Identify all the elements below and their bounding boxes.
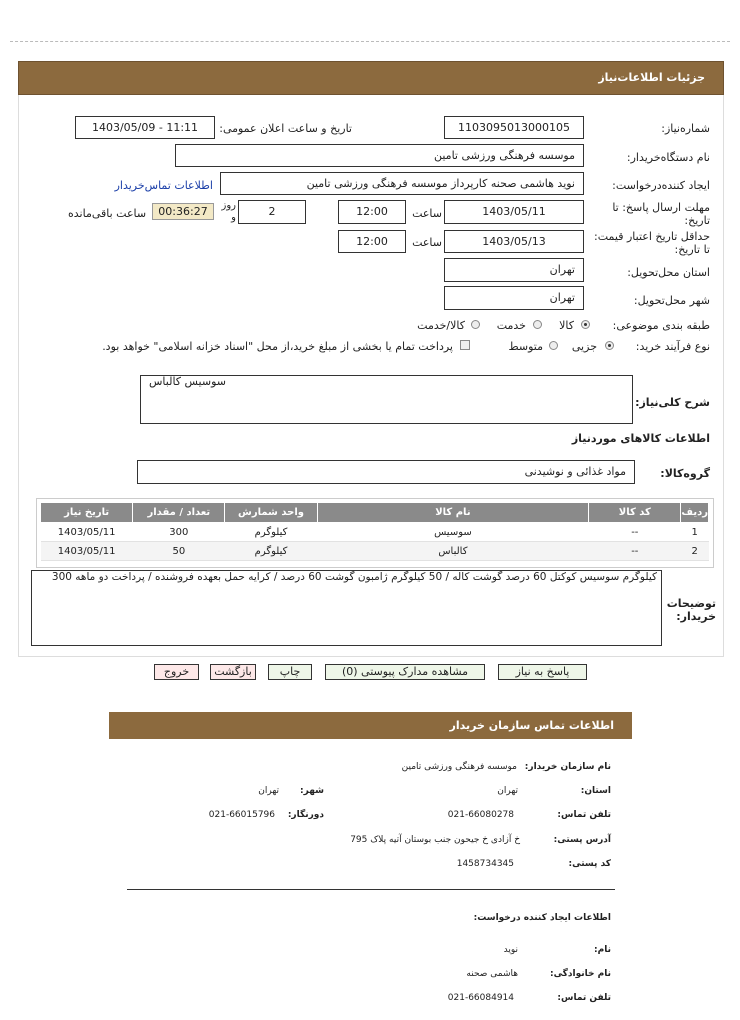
cell-qty: 300 <box>133 523 225 542</box>
contact-address-value: خ آزادی خ جیحون جنب بوستان آتیه پلاک 795 <box>350 835 520 845</box>
col-qty: تعداد / مقدار <box>133 503 225 523</box>
creator-field: نوید هاشمی صحنه کارپرداز موسسه فرهنگی ورزشی تامین <box>220 172 584 195</box>
need-number-label: شماره‌نیاز: <box>661 122 710 135</box>
announce-label: تاریخ و ساعت اعلان عمومی: <box>219 122 352 135</box>
announce-field: 1403/05/09 - 11:11 <box>75 116 215 139</box>
cell-row: 1 <box>681 523 709 542</box>
goods-info-title: اطلاعات کالاهای موردنیاز <box>571 432 710 445</box>
city-label: شهر محل‌تحویل: <box>633 294 710 307</box>
creator-info-title: اطلاعات ایجاد کننده درخواست: <box>473 913 611 923</box>
contact-province-label: استان: <box>580 786 611 796</box>
treasury-payment-note: پرداخت تمام یا بخشی از مبلغ خرید،از محل "اسناد خزانه اسلامی" خواهد بود. <box>102 340 453 353</box>
creator-family-value: هاشمی صحنه <box>466 969 518 979</box>
cell-qty: 50 <box>133 542 225 561</box>
process-minor-text: جزیی <box>571 340 597 353</box>
reply-days-field: 2 <box>238 200 306 224</box>
reply-time-field: 12:00 <box>338 200 406 224</box>
contact-fax-label: دورنگار: <box>287 810 324 820</box>
goods-group-field: مواد غذائی و نوشیدنی <box>137 460 635 484</box>
summary-field <box>140 375 633 424</box>
print-button[interactable]: چاپ <box>268 664 312 680</box>
exit-button[interactable]: خروج <box>154 664 199 680</box>
city-field: تهران <box>444 286 584 310</box>
process-medium-radio[interactable] <box>549 341 558 350</box>
category-label: طبقه بندی موضوعی: <box>612 319 710 332</box>
summary-label: شرح کلی‌نیاز: <box>635 396 710 409</box>
cell-code: -- <box>589 523 681 542</box>
reply-button[interactable]: پاسخ به نیاز <box>498 664 587 680</box>
org-value: موسسه فرهنگی ورزشی تامین <box>401 762 517 772</box>
cell-code: -- <box>589 542 681 561</box>
goods-group-label: گروه‌کالا: <box>660 467 710 480</box>
validity-label: حداقل تاریخ اعتبار قیمت: تا تاریخ: <box>594 230 710 256</box>
reply-deadline-label: مهلت ارسال پاسخ: تا تاریخ: <box>612 201 710 227</box>
province-label: استان محل‌تحویل: <box>627 266 710 279</box>
contact-province-value: تهران <box>497 786 518 796</box>
need-number-field: 1103095013000105 <box>444 116 584 139</box>
contact-title: اطلاعات تماس سازمان خریدار <box>449 719 614 732</box>
table-row <box>41 542 709 561</box>
process-label: نوع فرآیند خرید: <box>635 340 710 353</box>
category-service-text: خدمت <box>496 319 526 332</box>
category-both-radio[interactable] <box>471 320 480 329</box>
validity-time-field: 12:00 <box>338 230 406 253</box>
cell-date: 1403/05/11 <box>41 542 133 561</box>
contact-address-label: آدرس پستی: <box>553 835 611 845</box>
category-both-text: کالا/خدمت <box>417 319 465 332</box>
contact-phone-value: 021-66080278 <box>447 810 514 820</box>
contact-fax-value: 021-66015796 <box>208 810 275 820</box>
cell-name: کالباس <box>317 542 589 561</box>
cell-unit: کیلوگرم <box>225 542 317 561</box>
reply-time-label: ساعت <box>412 207 442 220</box>
top-divider <box>10 41 730 42</box>
contact-postal-value: 1458734345 <box>456 859 514 869</box>
buyer-label: نام دستگاه‌خریدار: <box>626 151 710 164</box>
col-code: کد کالا <box>589 503 681 523</box>
contact-postal-label: کد پستی: <box>568 859 611 869</box>
process-medium-text: متوسط <box>508 340 543 353</box>
creator-name-value: نوید <box>503 945 518 955</box>
category-service-radio[interactable] <box>533 320 542 329</box>
summary-text: سوسیس کالباس <box>149 375 226 388</box>
contact-city-value: تهران <box>258 786 279 796</box>
reply-date-field: 1403/05/11 <box>444 200 584 224</box>
creator-family-label: نام خانوادگی: <box>549 969 611 979</box>
col-row: ردیف <box>681 503 709 523</box>
cell-name: سوسیس <box>317 523 589 542</box>
creator-phone-label: تلفن تماس: <box>557 993 611 1003</box>
creator-label: ایجاد کننده‌درخواست: <box>612 179 710 192</box>
province-field: تهران <box>444 258 584 282</box>
category-goods-radio[interactable] <box>581 320 590 329</box>
contact-divider <box>127 889 615 890</box>
contact-city-label: شهر: <box>300 786 324 796</box>
contact-phone-label: تلفن تماس: <box>557 810 611 820</box>
cell-row: 2 <box>681 542 709 561</box>
cell-date: 1403/05/11 <box>41 523 133 542</box>
back-button[interactable]: بازگشت <box>210 664 256 680</box>
col-date: تاریخ نیاز <box>41 503 133 523</box>
page-title: جزئیات اطلاعات‌نیاز <box>598 71 705 84</box>
creator-name-label: نام: <box>594 945 611 955</box>
days-label: روز و <box>221 200 236 223</box>
buyer-contact-link[interactable]: اطلاعات تماس‌خریدار <box>114 179 213 192</box>
attachments-button[interactable]: مشاهده مدارک پیوستی (0) <box>325 664 485 680</box>
validity-time-label: ساعت <box>412 236 442 249</box>
validity-date-field: 1403/05/13 <box>444 230 584 253</box>
treasury-payment-checkbox[interactable] <box>460 340 470 350</box>
category-goods-text: کالا <box>559 319 574 332</box>
col-name: نام کالا <box>317 503 589 523</box>
process-minor-radio[interactable] <box>605 341 614 350</box>
table-row <box>41 523 709 542</box>
buyer-field: موسسه فرهنگی ورزشی تامین <box>175 144 584 167</box>
col-unit: واحد شمارش <box>225 503 317 523</box>
buyer-notes-label: توضیحات خریدار: <box>666 597 716 623</box>
org-label: نام سازمان خریدار: <box>524 762 611 772</box>
remaining-label: ساعت باقی‌مانده <box>68 207 147 220</box>
items-table <box>40 502 709 561</box>
creator-phone-value: 021-66084914 <box>447 993 514 1003</box>
buyer-notes-field: کیلوگرم سوسیس کوکتل 60 درصد گوشت کاله / 50 کیلوگرم ژامبون گوشت 60 درصد / کرایه حمل بعهده فروشنده / پرداخت دو ماهه 300 <box>31 570 662 646</box>
remaining-timer: 00:36:27 <box>152 203 214 220</box>
page-header <box>18 61 724 95</box>
cell-unit: کیلوگرم <box>225 523 317 542</box>
contact-header <box>109 712 632 739</box>
